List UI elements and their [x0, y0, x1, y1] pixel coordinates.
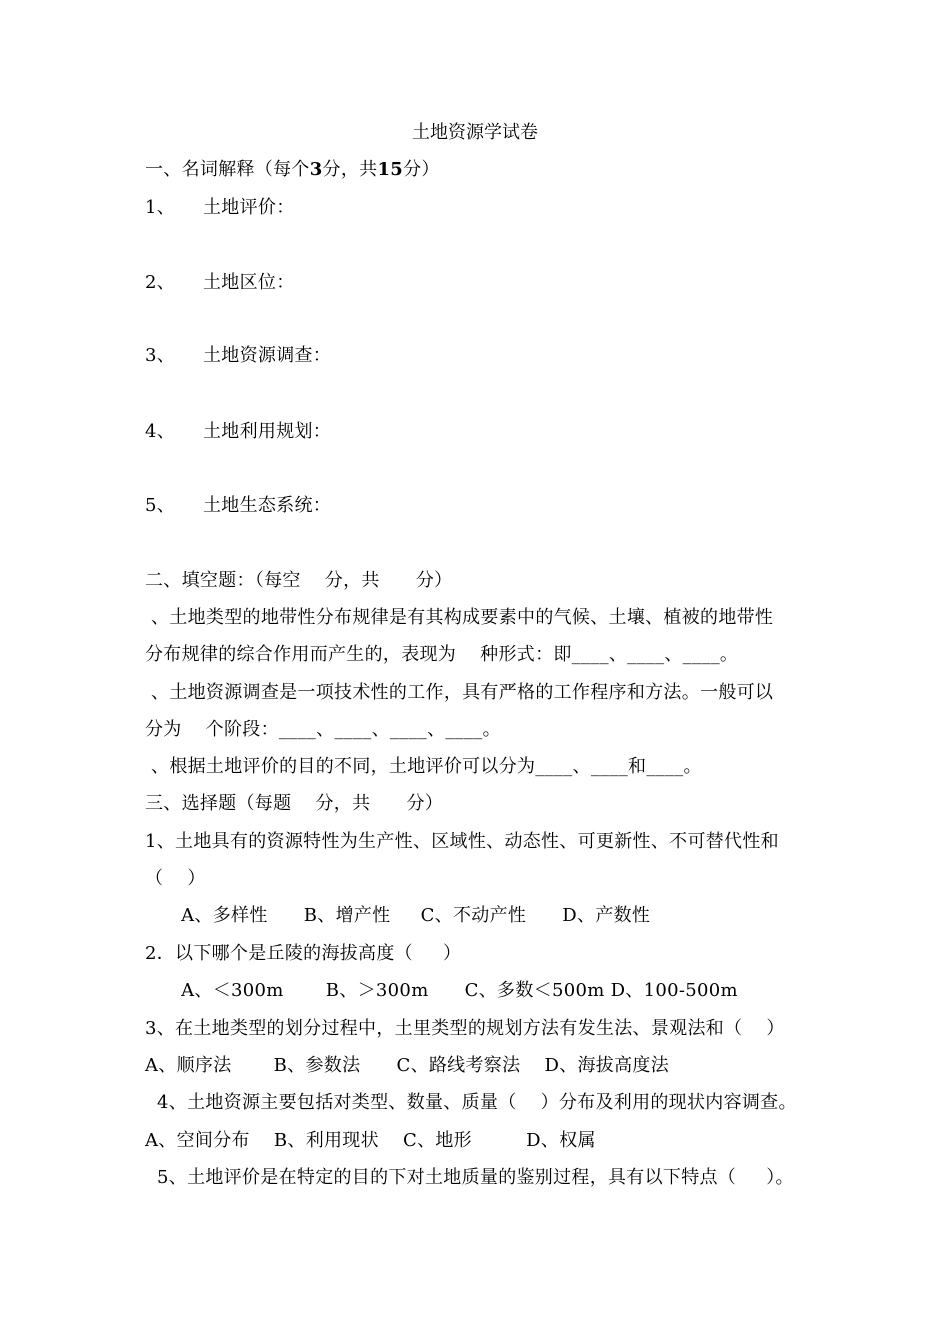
section1-heading — [145, 158, 825, 182]
term-text: 土地利用规划： — [203, 421, 332, 442]
choice-question: 3、在土地类型的划分过程中，土里类型的规划方法有发生法、景观法和（ ） — [145, 1018, 785, 1039]
section2-heading: 二、填空题：（每空 分，共 分） — [145, 570, 453, 591]
fill-question-line: 、根据土地评价的目的不同，土地评价可以分为____、____和____。 — [145, 756, 702, 777]
term-item — [145, 196, 825, 220]
term-number: 3、 — [145, 345, 176, 366]
choice-options: A、顺序法 B、参数法 C、路线考察法 D、海拔高度法 — [145, 1055, 669, 1076]
term-text: 土地区位： — [203, 272, 295, 293]
choice-question: 5、土地评价是在特定的目的下对土地质量的鉴别过程，具有以下特点（ ）。 — [145, 1167, 794, 1188]
fill-question-line: 分为 个阶段：____、____、____、____。 — [145, 719, 501, 740]
choice-options: A、多样性 B、增产性 C、不动产性 D、产数性 — [145, 905, 651, 926]
term-item — [145, 344, 825, 368]
heading-text: 分） — [403, 159, 440, 180]
term-number: 2、 — [145, 272, 176, 293]
section3-heading: 三、选择题（每题 分，共 分） — [145, 793, 444, 814]
heading-text: 一、名词解释（每个 — [145, 159, 310, 180]
heading-text: 分，共 — [322, 159, 378, 180]
choice-question: 1、土地具有的资源特性为生产性、区域性、动态性、可更新性、不可替代性和 — [145, 831, 779, 852]
term-item — [145, 271, 825, 295]
term-text: 土地生态系统： — [203, 495, 332, 516]
heading-total: 15 — [377, 159, 404, 180]
heading-points: 3 — [309, 159, 323, 180]
term-text: 土地评价： — [203, 197, 295, 218]
term-item — [145, 494, 825, 518]
choice-question: 4、土地资源主要包括对类型、数量、质量（ ）分布及利用的现状内容调查。 — [145, 1092, 797, 1113]
choice-question: （ ） — [145, 868, 206, 889]
choice-question: 2．以下哪个是丘陵的海拔高度（ ） — [145, 943, 462, 964]
term-number: 1、 — [145, 197, 176, 218]
fill-question-line: 、土地类型的地带性分布规律是有其构成要素中的气候、土壤、植被的地带性 — [145, 607, 774, 628]
term-item — [145, 420, 825, 444]
term-text: 土地资源调查： — [203, 345, 332, 366]
fill-question-line: 、土地资源调查是一项技术性的工作，具有严格的工作程序和方法。一般可以 — [145, 682, 774, 703]
choice-options: A、＜300m B、＞300m C、多数＜500m D、100-500m — [145, 980, 738, 1001]
choice-options: A、空间分布 B、利用现状 C、地形 D、权属 — [145, 1130, 596, 1151]
fill-question-line: 分布规律的综合作用而产生的，表现为 种形式：即____、____、____。 — [145, 644, 739, 665]
term-number: 5、 — [145, 495, 176, 516]
term-number: 4、 — [145, 421, 176, 442]
exam-title: 土地资源学试卷 — [412, 122, 538, 143]
